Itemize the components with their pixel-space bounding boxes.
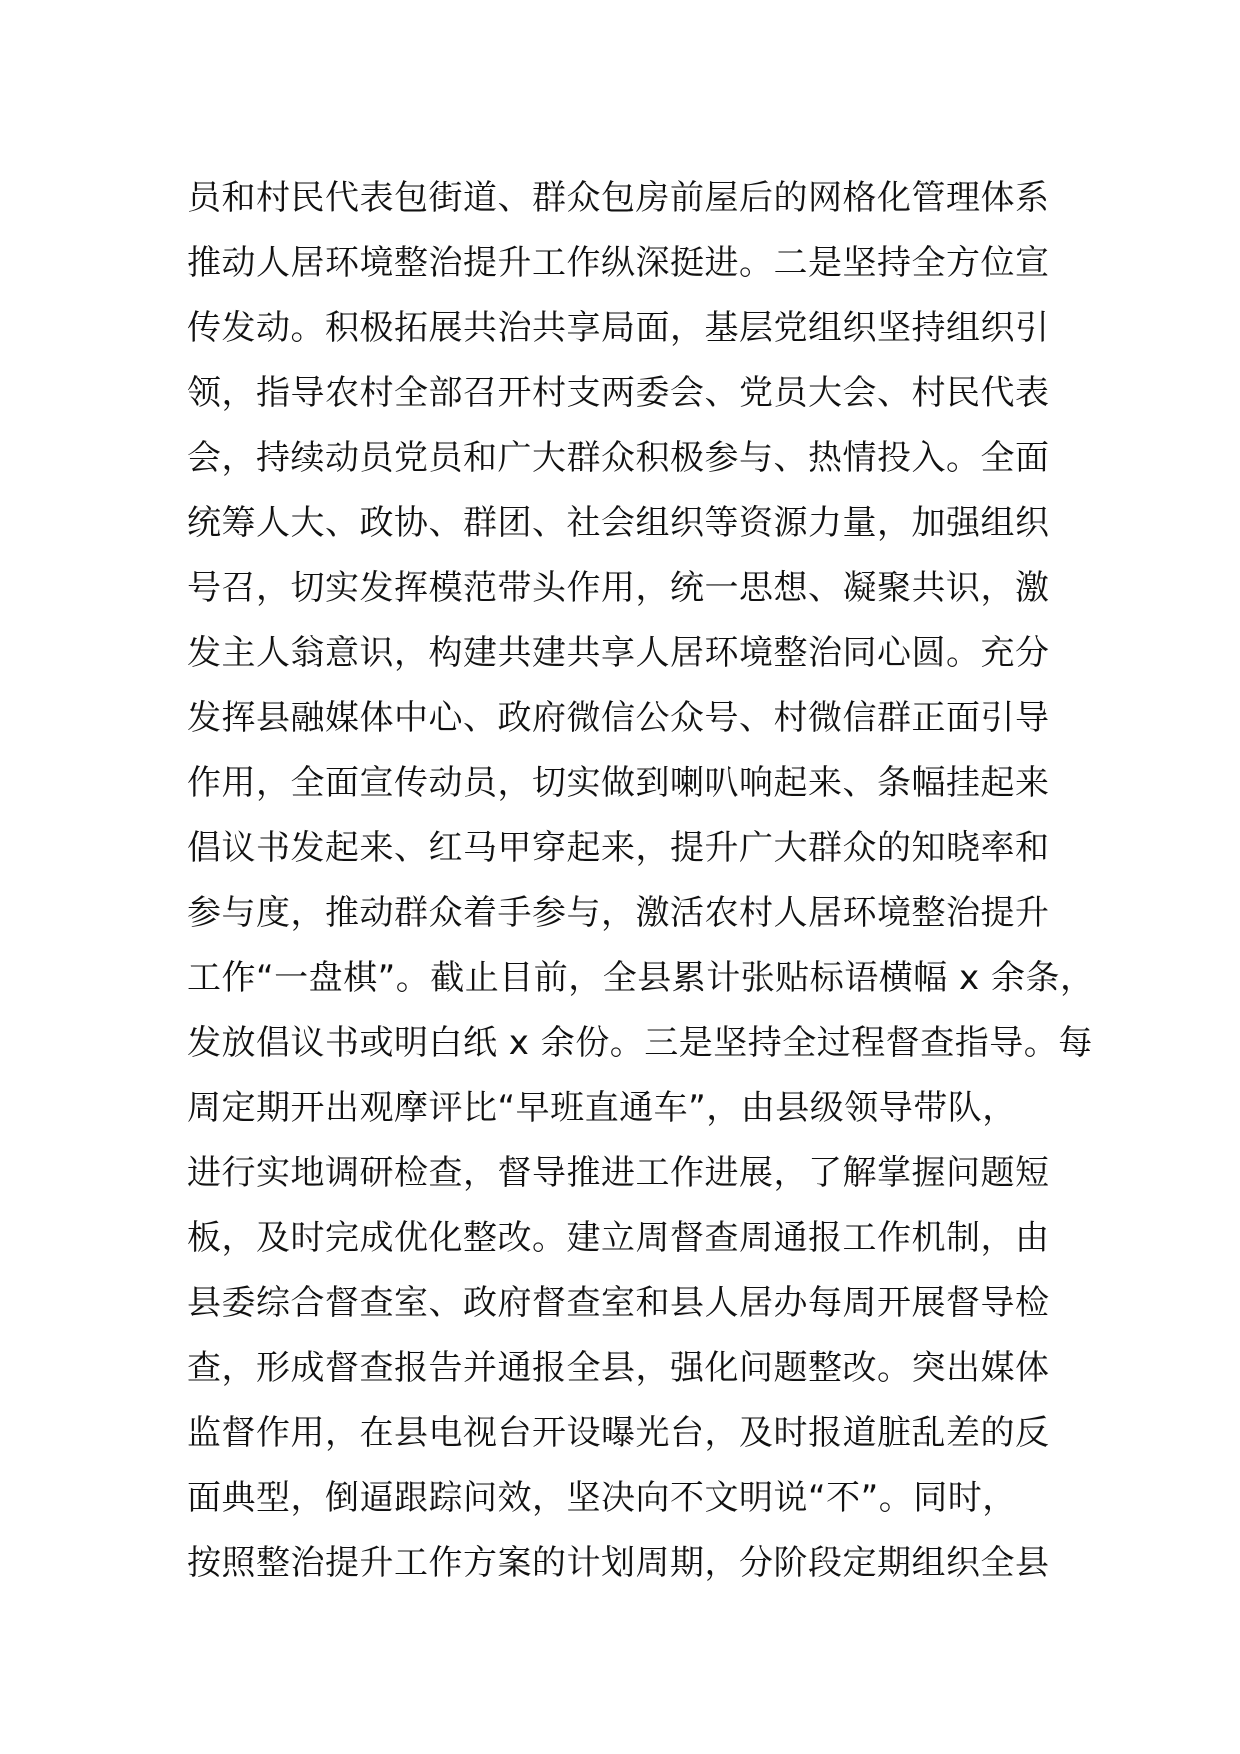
text-line: 工作“一盘棋”。截止目前，全县累计张贴标语横幅 x 余条， xyxy=(187,958,1095,998)
body-text xyxy=(187,166,1095,1596)
text-line: 领，指导农村全部召开村支两委会、党员大会、村民代表 xyxy=(187,373,1050,413)
text-line: 发主人翁意识，构建共建共享人居环境整治同心圆。充分 xyxy=(187,633,1050,673)
text-line: 会，持续动员党员和广大群众积极参与、热情投入。全面 xyxy=(187,438,1050,478)
text-line: 发挥县融媒体中心、政府微信公众号、村微信群正面引导 xyxy=(187,698,1050,738)
text-line: 统筹人大、政协、群团、社会组织等资源力量，加强组织 xyxy=(187,503,1050,543)
text-line: 作用，全面宣传动员，切实做到喇叭响起来、条幅挂起来 xyxy=(187,763,1050,803)
text-line: 参与度，推动群众着手参与，激活农村人居环境整治提升 xyxy=(187,893,1050,933)
text-line: 周定期开出观摩评比“早班直通车”，由县级领导带队， xyxy=(187,1088,1017,1128)
text-line: 按照整治提升工作方案的计划周期，分阶段定期组织全县 xyxy=(187,1543,1050,1583)
text-line: 员和村民代表包街道、群众包房前屋后的网格化管理体系 xyxy=(187,178,1050,218)
text-line: 查，形成督查报告并通报全县，强化问题整改。突出媒体 xyxy=(187,1348,1050,1388)
text-line: 监督作用，在县电视台开设曝光台，及时报道脏乱差的反 xyxy=(187,1413,1050,1453)
text-line: 县委综合督查室、政府督查室和县人居办每周开展督导检 xyxy=(187,1283,1050,1323)
text-line: 进行实地调研检查，督导推进工作进展，了解掌握问题短 xyxy=(187,1153,1050,1193)
text-line: 传发动。积极拓展共治共享局面，基层党组织坚持组织引 xyxy=(187,308,1050,348)
text-line: 号召，切实发挥模范带头作用，统一思想、凝聚共识，激 xyxy=(187,568,1050,608)
text-line: 推动人居环境整治提升工作纵深挺进。二是坚持全方位宣 xyxy=(187,243,1050,283)
text-line: 面典型，倒逼跟踪问效，坚决向不文明说“不”。同时， xyxy=(187,1478,1017,1518)
text-line: 发放倡议书或明白纸 x 余份。三是坚持全过程督查指导。每 xyxy=(187,1023,1093,1063)
text-line: 板，及时完成优化整改。建立周督查周通报工作机制，由 xyxy=(187,1218,1050,1258)
text-line: 倡议书发起来、红马甲穿起来，提升广大群众的知晓率和 xyxy=(187,828,1050,868)
